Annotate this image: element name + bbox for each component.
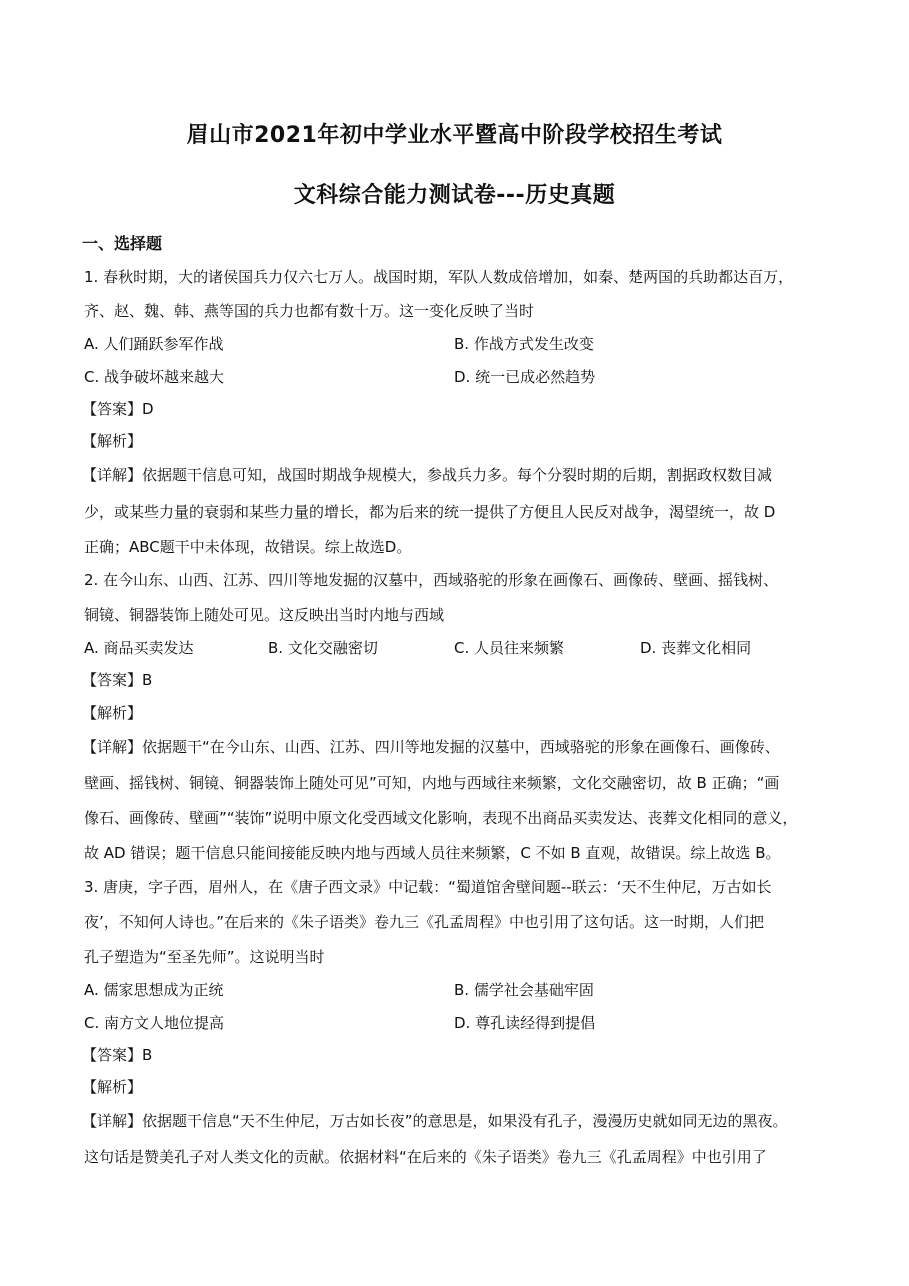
question-1-detail-line-2: 少，或某些力量的衰弱和某些力量的增长，都为后来的统一提供了方便且人民反对战争，渴望统一，故 D xyxy=(84,503,776,521)
question-1-option-b: B. 作战方式发生改变 xyxy=(454,335,594,353)
question-2-answer: 【答案】B xyxy=(82,671,153,689)
question-2-option-c: C. 人员往来频繁 xyxy=(454,639,565,657)
question-3-stem-line-2: 夜’，不知何人诗也。”在后来的《朱子语类》卷九三《孔孟周程》中也引用了这句话。这一时期，人们把 xyxy=(84,913,765,931)
question-2-stem-line-2: 铜镜、铜器装饰上随处可见。这反映出当时内地与西域 xyxy=(84,606,445,624)
question-1-option-a: A. 人们踊跃参军作战 xyxy=(84,335,224,353)
question-2-analysis-label: 【解析】 xyxy=(82,704,143,722)
question-2-option-b: B. 文化交融密切 xyxy=(268,639,378,657)
question-3-option-d: D. 尊孔读经得到提倡 xyxy=(454,1014,596,1032)
question-1-stem-line-2: 齐、赵、魏、韩、燕等国的兵力也都有数十万。这一变化反映了当时 xyxy=(84,302,535,320)
question-2-detail-line-3: 像石、画像砖、壁画”“装饰”说明中原文化受西域文化影响，表现不出商品买卖发达、丧葬文化相同的意义， xyxy=(84,809,798,827)
question-3-detail-line-1: 【详解】依据题干信息“天不生仲尼，万古如长夜”的意思是，如果没有孔子，漫漫历史就如同无边的黑夜。 xyxy=(82,1112,788,1130)
question-1-analysis-label: 【解析】 xyxy=(82,432,143,450)
question-2-option-d: D. 丧葬文化相同 xyxy=(640,639,752,657)
question-2-detail-line-4: 故 AD 错误；题干信息只能间接能反映内地与西域人员往来频繁，C 不如 B 直观，故错误。综上故选 B。 xyxy=(84,844,781,862)
question-2-stem-line-1: 2. 在今山东、山西、江苏、四川等地发掘的汉墓中，西域骆驼的形象在画像石、画像砖、壁画、摇钱树、 xyxy=(84,571,779,589)
page-subtitle: 文科综合能力测试卷---历史真题 xyxy=(293,183,616,208)
question-3-option-c: C. 南方文人地位提高 xyxy=(84,1014,225,1032)
question-1-detail-line-3: 正确；ABC题干中未体现，故错误。综上故选D。 xyxy=(84,538,412,556)
question-1-stem-line-1: 1. 春秋时期，大的诸侯国兵力仅六七万人。战国时期，军队人数成倍增加，如秦、楚两国的兵助都达百万， xyxy=(84,268,794,286)
question-1-answer: 【答案】D xyxy=(82,400,154,418)
question-3-stem-line-1: 3. 唐庚，字子西，眉州人，在《唐子西文录》中记载：“蜀道馆舍壁间题--联云：‘天不生仲尼，万古如长 xyxy=(84,878,772,896)
question-3-answer: 【答案】B xyxy=(82,1046,153,1064)
question-3-detail-line-2: 这句话是赞美孔子对人类文化的贡献。依据材料“在后来的《朱子语类》卷九三《孔孟周程》中也引用了 xyxy=(84,1148,767,1166)
question-1-option-d: D. 统一已成必然趋势 xyxy=(454,368,596,386)
section-heading: 一、选择题 xyxy=(82,234,163,253)
question-3-option-a: A. 儒家思想成为正统 xyxy=(84,981,224,999)
question-1-detail-line-1: 【详解】依据题干信息可知，战国时期战争规模大，参战兵力多。每个分裂时期的后期，割据政权数目减 xyxy=(82,466,773,484)
question-3-analysis-label: 【解析】 xyxy=(82,1078,143,1096)
question-2-detail-line-2: 壁画、摇钱树、铜镜、铜器装饰上随处可见”可知，内地与西域往来频繁，文化交融密切，故 B 正确；“画 xyxy=(84,774,780,792)
question-1-option-c: C. 战争破坏越来越大 xyxy=(84,368,225,386)
question-2-option-a: A. 商品买卖发达 xyxy=(84,639,194,657)
question-3-stem-line-3: 孔子塑造为“至圣先师”。这说明当时 xyxy=(84,948,325,966)
question-3-option-b: B. 儒学社会基础牢固 xyxy=(454,981,594,999)
page-title: 眉山市2021年初中学业水平暨高中阶段学校招生考试 xyxy=(186,123,723,148)
question-2-detail-line-1: 【详解】依据题干“在今山东、山西、江苏、四川等地发掘的汉墓中，西域骆驼的形象在画像石、画像砖、 xyxy=(82,738,780,756)
